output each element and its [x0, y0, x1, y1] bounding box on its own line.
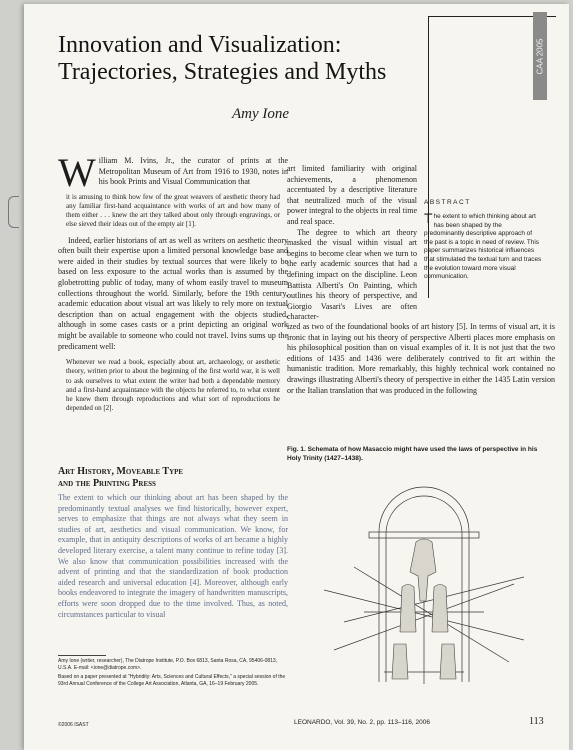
- footnote-author: Amy Ione (writer, researcher), The Diatrope Institute, P.O. Box 6813, Santa Rosa, CA, 95406-0813, U.S.A. E-mail: <ione@diatrope.com>.: [58, 658, 278, 671]
- author: Amy Ione: [232, 106, 290, 122]
- tab-label: CAA 2005: [535, 37, 545, 75]
- right-column-wide: ized as two of the foundational books of art history [5]. In terms of visual art, it is ironic that in laying out his theory of perspective Alberti places more emphasis on his philosophical position than on visual examples of it. It is not just that the two editions of 1435 and 1436 were deliberately contrived to fit art within the humanistic tradition. More remarkably, this highly technical work contained no drawings illustrating Alberti's theory of perspective in either the 1435 Latin version or the Italian translation that was produced in the following: [287, 322, 555, 395]
- title-line-1: Innovation and Visualization:: [58, 32, 342, 58]
- abstract-text: The extent to which thinking about art has been shaped by the predominantly descriptive approach of the past is a topic in need of review. This paper summarizes historical influences that stimulated the textual turn and traces the evolution toward more visual communication.: [424, 210, 542, 281]
- intro-paragraph: illiam M. Ivins, Jr., the curator of prints at the Metropolitan Museum of Art from 1916 to 1930, notes in his book Prints and Visual Communication that: [98, 156, 288, 187]
- footnote-source: Based on a paper presented at "Hybridity: Arts, Sciences and Cultural Effects," a special session of the 93rd Annual Conference of the College Art Association, Atlanta, GA, 16–19 February 2005.: [58, 674, 286, 687]
- block-quote-2: Whenever we read a book, especially about art, archaeology, or aesthetic theory, written prior to about the beginning of the first world war, it is well to ask ourselves to what extent the writer had both a dependable memory and a first-hand acquaintance with the objects he referred to, to what extent he knew them through reproductions and what sort of reproductions he depended on [2].: [66, 358, 280, 413]
- section-heading-line-2: and the Printing Press: [58, 478, 156, 489]
- abstract-heading: ABSTRACT: [424, 199, 471, 206]
- right-column-narrow: [287, 164, 417, 323]
- right-paragraph-2: The degree to which art theory masked the visual within visual art begins to become clear when we turn to the early academic sources that had a defining impact on the discipline. Leon Battista Alberti's On Painting, which outlines his theory of perspective, and Giorgio Vasari's Lives are often character-: [287, 227, 417, 322]
- binder-clip: [8, 196, 19, 228]
- block-quote-1: it is amusing to think how few of the great weavers of aesthetic theory had any familiar first-hand acquaintance with works of art and how many of them either . . . knew the art they talked about only through engravings, or else sieved their ideas out of the empty air [1].: [66, 192, 280, 229]
- conference-tab: [533, 12, 547, 100]
- copyright-footer: ©2006 ISAST: [58, 722, 89, 728]
- left-column: [58, 150, 288, 413]
- journal-citation: LEONARDO, Vol. 39, No. 2, pp. 113–116, 2006: [294, 719, 430, 726]
- section-text: The extent to which our thinking about art has been shaped by the predominantly textual analyses we find historically, however expert, serves to emphasize that things are not always what they seem in studies of art, aesthetics and visual communication. We know, for example, that in antiquity descriptions of works of art became a highly developed literary exercise, a talent many continue to refine today [3]. We also know that communication possibilities increased with the advent of printing and that the standardization of book production aided research and universal education [4]. Moreover, although early books endeavored to integrate the imagery of handwritten manuscripts, efforts were soon dropped due to the time involved. Thus, as noted, circumstances particular to visual: [58, 493, 288, 619]
- page-number: 113: [529, 716, 544, 727]
- drop-cap: W: [58, 150, 96, 195]
- paper-page: [24, 4, 569, 750]
- page-title: [58, 32, 478, 86]
- perspective-figure: [324, 472, 524, 684]
- figure-caption: Fig. 1. Schemata of how Masaccio might have used the laws of perspective in his Holy Trinity (1427–1438).: [287, 446, 538, 462]
- right-paragraph-1: art limited familiarity with original achievements, a phenomenon accentuated by a descriptive literature that neutralized much of the visual power integral to the objects in real time and real space.: [287, 164, 417, 226]
- title-line-2: Trajectories, Strategies and Myths: [58, 59, 387, 85]
- section-heading-line-1: Art History, Moveable Type: [58, 466, 184, 477]
- footnotes: [58, 658, 288, 690]
- paragraph-2: Indeed, earlier historians of art as well as writers on aesthetic theory often built their expertise upon a limited personal knowledge base and were aided in their studies by textual sources that were likely to be based on less exposure to the actual works than is assumed by the globetrotting public of today, many of whom easily travel to museum collections throughout the world. Similarly, before the 19th century, academic education about visual art was likely to rely more on textual description than on actual engagement with the objects studied, although in some cases casts or a print depicting an original work might be available to someone who could not travel. Ivins sums up the predicament well:: [58, 235, 288, 351]
- footnote-rule: [58, 655, 106, 656]
- section-heading: [58, 466, 290, 490]
